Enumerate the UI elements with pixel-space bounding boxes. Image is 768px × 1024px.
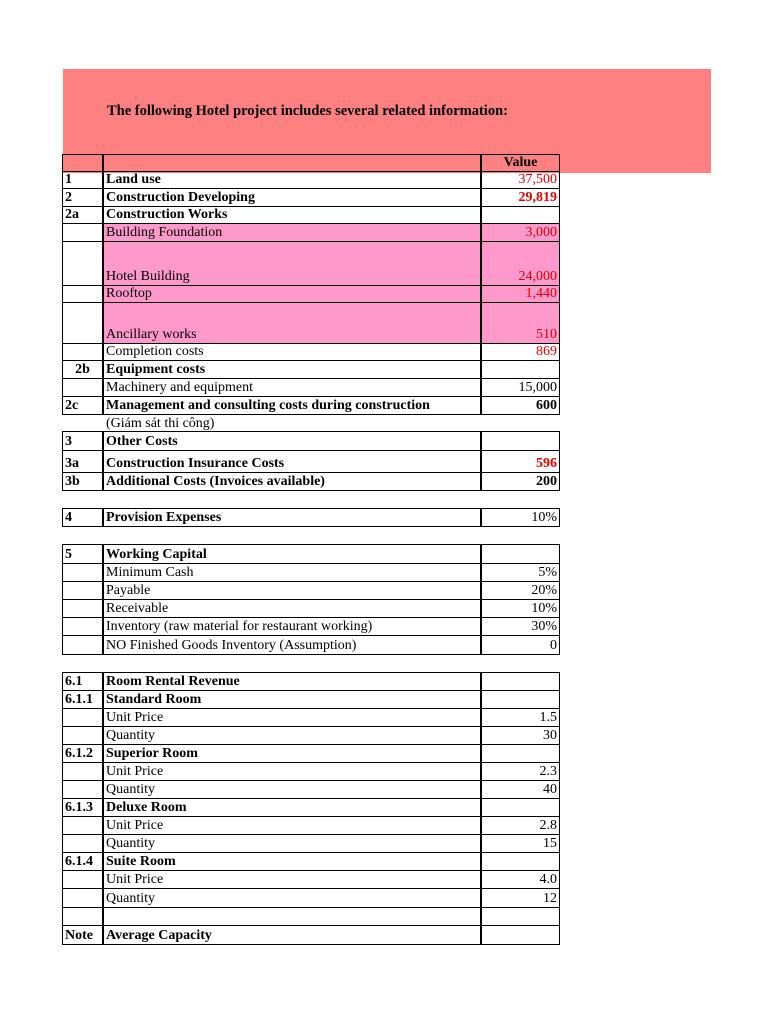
cell-value[interactable] (481, 188, 560, 207)
cell-value[interactable] (481, 431, 560, 451)
cell-label-text: Land use (106, 172, 161, 187)
cell-value-text: 40 (543, 782, 557, 797)
cell-label[interactable] (103, 888, 481, 908)
cell-id-text: 6.1.2 (65, 746, 93, 761)
cell-id[interactable] (62, 378, 103, 397)
cell-id[interactable] (63, 415, 104, 432)
cell-label[interactable] (103, 450, 481, 473)
cell-label[interactable] (103, 581, 481, 600)
cell-id[interactable] (62, 472, 103, 491)
cell-value[interactable] (481, 171, 560, 189)
cell-value-text: 5% (538, 565, 557, 580)
cell-label[interactable] (103, 726, 481, 745)
cell-label-text: Construction Insurance Costs (106, 456, 285, 471)
cell-label[interactable] (103, 708, 481, 727)
cell-id[interactable] (62, 360, 103, 379)
cell-label-text: Building Foundation (106, 225, 223, 240)
cell-id[interactable] (62, 925, 103, 945)
cell-id-text: Note (65, 928, 93, 943)
header-row (63, 155, 561, 172)
cell-id-text: 3a (65, 456, 79, 471)
cell-id[interactable] (62, 617, 103, 636)
cell-label-text: NO Finished Goods Inventory (Assumption) (106, 638, 357, 653)
cell-label[interactable] (103, 635, 481, 655)
cell-label-text: Completion costs (106, 344, 204, 359)
table-row (63, 727, 561, 745)
cell-value-text: 15 (543, 836, 557, 851)
cell-value[interactable] (482, 415, 561, 432)
cell-id[interactable] (62, 672, 103, 691)
cell-label[interactable] (103, 223, 481, 242)
cell-value[interactable] (481, 780, 560, 799)
table-row (63, 379, 561, 397)
cell-value[interactable] (481, 581, 560, 600)
cell-id-text: 5 (65, 547, 72, 562)
cell-label[interactable] (103, 834, 481, 853)
cell-label-text: Room Rental Revenue (106, 674, 240, 689)
cell-label-text: Equipment costs (106, 362, 206, 377)
cell-id[interactable] (62, 171, 103, 189)
cell-label[interactable] (103, 798, 481, 817)
cell-label[interactable] (103, 870, 481, 889)
cell-value-text: 0 (550, 638, 557, 653)
table-row (63, 763, 561, 781)
cell-label[interactable] (103, 302, 481, 344)
cell-value[interactable] (481, 762, 560, 781)
cell-label[interactable] (103, 206, 481, 224)
cell-label-text: Working Capital (106, 547, 207, 562)
cell-label[interactable] (103, 544, 481, 564)
cell-id[interactable] (62, 888, 103, 908)
cell-label[interactable] (103, 925, 481, 945)
cell-value-text: 24,000 (518, 269, 557, 284)
cell-value-text: 29,819 (518, 190, 557, 205)
cell-label-text: Unit Price (106, 710, 164, 725)
table-row (63, 303, 561, 344)
cell-id[interactable] (62, 798, 103, 817)
table-row (63, 545, 561, 564)
table-row (63, 691, 561, 709)
cell-id-text: 6.1 (65, 674, 83, 689)
cell-value-text: 37,500 (518, 172, 557, 187)
cell-label[interactable] (103, 599, 481, 618)
cell-value[interactable] (481, 852, 560, 871)
cell-value[interactable] (481, 617, 560, 636)
cell-id[interactable] (62, 599, 103, 618)
cell-value-text: 510 (536, 327, 557, 342)
cell-id[interactable] (62, 396, 103, 415)
cell-label-text: (Giám sát thi công) (106, 416, 215, 431)
cell-id[interactable] (62, 285, 103, 303)
cell-label-text: Construction Developing (106, 190, 255, 205)
cell-value-text: 12 (543, 891, 557, 906)
cell-value-text: 15,000 (518, 380, 557, 395)
cell-label[interactable] (103, 617, 481, 636)
cell-value[interactable] (481, 907, 560, 926)
cell-label[interactable] (103, 816, 481, 835)
cell-id[interactable] (62, 834, 103, 853)
table-row (63, 286, 561, 303)
cell-label[interactable] (103, 171, 481, 189)
cell-value[interactable] (481, 302, 560, 344)
cell-label-text: Rooftop (106, 286, 152, 301)
table-row (63, 600, 561, 618)
cell-id-text: 1 (65, 172, 72, 187)
cell-label[interactable] (103, 744, 481, 763)
cell-label-text: Provision Expenses (106, 510, 222, 525)
cell-label-text: Hotel Building (106, 269, 190, 284)
cell-value[interactable] (481, 343, 560, 361)
cell-value[interactable] (481, 285, 560, 303)
cell-id[interactable] (62, 780, 103, 799)
table-row (63, 361, 561, 379)
cell-value-text: 3,000 (525, 225, 557, 240)
cell-id[interactable] (62, 690, 103, 709)
cell-value[interactable] (481, 834, 560, 853)
cell-label[interactable] (103, 472, 481, 491)
cell-id[interactable] (62, 563, 103, 582)
table-row (63, 781, 561, 799)
cell-label[interactable] (103, 154, 481, 172)
table-row (63, 344, 561, 361)
table-row (63, 871, 561, 889)
cell-value[interactable] (481, 508, 560, 527)
table-row (63, 207, 561, 224)
cell-id-text: 4 (65, 510, 72, 525)
cell-label[interactable] (103, 188, 481, 207)
cell-id[interactable] (62, 852, 103, 871)
cell-id[interactable] (62, 431, 103, 451)
cell-id-text: 2a (65, 207, 79, 222)
cell-label[interactable] (103, 241, 481, 286)
value-header-text: Value (503, 155, 538, 170)
cell-value-text: 30 (543, 728, 557, 743)
cell-id[interactable] (62, 762, 103, 781)
cell-value-text: 200 (536, 474, 557, 489)
cell-label-text: Unit Price (106, 764, 164, 779)
cell-label-text: Average Capacity (106, 928, 212, 943)
table-row (63, 397, 561, 415)
cell-label-text: Quantity (106, 836, 155, 851)
cell-value[interactable] (481, 672, 560, 691)
cell-label-text: Deluxe Room (106, 800, 187, 815)
cell-id[interactable] (62, 302, 103, 344)
cell-id[interactable] (62, 154, 103, 172)
cell-label[interactable] (103, 396, 481, 415)
cell-label-text: Other Costs (106, 434, 178, 449)
cell-id[interactable] (62, 450, 103, 473)
table-row (63, 636, 561, 655)
cell-label-text: Payable (106, 583, 151, 598)
cell-id[interactable] (62, 206, 103, 224)
cell-label[interactable] (103, 378, 481, 397)
table-row (63, 853, 561, 871)
table-row (63, 618, 561, 636)
cell-value-text: 4.0 (539, 872, 557, 887)
cell-id[interactable] (62, 508, 103, 527)
cell-value[interactable] (481, 798, 560, 817)
cell-id-text: 2c (65, 398, 79, 413)
cell-value-text: 869 (536, 344, 557, 359)
cell-value-text: 600 (536, 398, 557, 413)
table-row (63, 172, 561, 189)
table-row (63, 189, 561, 207)
cell-label-text: Unit Price (106, 872, 164, 887)
cell-id[interactable] (62, 343, 103, 361)
cell-label[interactable] (103, 343, 481, 361)
table-row (63, 745, 561, 763)
cell-label-text: Construction Works (106, 207, 228, 222)
cell-id[interactable] (62, 241, 103, 286)
cell-value[interactable] (481, 223, 560, 242)
table-row (63, 926, 561, 945)
cell-label-text: Superior Room (106, 746, 198, 761)
cell-label-text: Management and consulting costs during construction (106, 398, 430, 413)
cell-label-text: Receivable (106, 601, 169, 616)
cell-label-text: Machinery and equipment (106, 380, 253, 395)
cell-value[interactable] (481, 888, 560, 908)
cell-label-text: Quantity (106, 782, 155, 797)
cell-label-text: Standard Room (106, 692, 202, 707)
cell-value[interactable] (481, 870, 560, 889)
cell-value[interactable] (481, 206, 560, 224)
page-title: The following Hotel project includes several related information: (107, 103, 508, 119)
table-row (63, 473, 561, 491)
table-row (63, 242, 561, 286)
cell-value[interactable] (481, 450, 560, 473)
cell-label[interactable] (103, 780, 481, 799)
cell-value[interactable] (481, 925, 560, 945)
cell-value-text: 1,440 (525, 286, 557, 301)
cell-value[interactable] (481, 744, 560, 763)
cell-value[interactable] (481, 241, 560, 286)
cell-label-text: Additional Costs (Invoices available) (106, 474, 325, 489)
cell-label-text: Quantity (106, 891, 155, 906)
cell-value[interactable] (481, 599, 560, 618)
cell-label-text: Ancillary works (106, 327, 197, 342)
value-header[interactable] (481, 154, 560, 172)
cell-label[interactable] (103, 431, 481, 451)
cell-label[interactable] (103, 672, 481, 691)
cell-id[interactable] (62, 635, 103, 655)
cell-label[interactable] (103, 508, 481, 527)
table-row (63, 889, 561, 908)
cell-id[interactable] (62, 188, 103, 207)
cell-id[interactable] (62, 726, 103, 745)
cell-label[interactable] (103, 285, 481, 303)
table-row (63, 432, 561, 451)
cell-id-text: 3 (65, 434, 72, 449)
cell-label-text: Inventory (raw material for restaurant working) (106, 619, 373, 634)
cell-id-text: 3b (65, 474, 80, 489)
table-row (63, 564, 561, 582)
cell-value[interactable] (481, 690, 560, 709)
cell-label-text: Quantity (106, 728, 155, 743)
cell-id[interactable] (62, 544, 103, 564)
cell-label-text: Minimum Cash (106, 565, 194, 580)
cell-id[interactable] (62, 870, 103, 889)
table-row (63, 709, 561, 727)
cell-value[interactable] (481, 378, 560, 397)
table-row (63, 415, 561, 432)
cell-value[interactable] (481, 635, 560, 655)
cell-label[interactable] (103, 563, 481, 582)
cell-value-text: 596 (536, 456, 557, 471)
table-row (63, 451, 561, 473)
cell-label[interactable] (104, 415, 482, 432)
table-row (63, 835, 561, 853)
table-row (63, 509, 561, 527)
cell-value-text: 2.8 (539, 818, 557, 833)
cell-value[interactable] (481, 360, 560, 379)
cell-id[interactable] (62, 223, 103, 242)
cell-value-text: 10% (531, 601, 557, 616)
cell-value[interactable] (481, 816, 560, 835)
table-row (63, 817, 561, 835)
cell-id-text: 2 (65, 190, 72, 205)
cell-value[interactable] (481, 708, 560, 727)
cell-label[interactable] (103, 852, 481, 871)
cell-id[interactable] (62, 907, 103, 926)
cell-value[interactable] (481, 563, 560, 582)
table-row (63, 908, 561, 926)
cell-id-text: 6.1.4 (65, 854, 93, 869)
cell-value[interactable] (481, 544, 560, 564)
cell-value-text: 30% (531, 619, 557, 634)
cell-value-text: 10% (531, 510, 557, 525)
cell-id[interactable] (62, 816, 103, 835)
cell-id-text: 6.1.3 (65, 800, 93, 815)
table-row (63, 582, 561, 600)
cell-value[interactable] (481, 472, 560, 491)
table-row (63, 224, 561, 242)
cell-label[interactable] (103, 907, 481, 926)
cell-id-text: 2b (75, 362, 90, 377)
cell-value-text: 1.5 (539, 710, 557, 725)
table-row (63, 673, 561, 691)
cell-id[interactable] (62, 581, 103, 600)
cell-value[interactable] (481, 726, 560, 745)
cell-id[interactable] (62, 708, 103, 727)
cell-id-text: 6.1.1 (65, 692, 93, 707)
cell-label[interactable] (103, 360, 481, 379)
cell-label-text: Suite Room (106, 854, 176, 869)
cell-id[interactable] (62, 744, 103, 763)
table-row (63, 799, 561, 817)
cell-value-text: 20% (531, 583, 557, 598)
cell-value-text: 2.3 (539, 764, 557, 779)
cell-value[interactable] (481, 396, 560, 415)
cell-label-text: Unit Price (106, 818, 164, 833)
cell-label[interactable] (103, 690, 481, 709)
cell-label[interactable] (103, 762, 481, 781)
